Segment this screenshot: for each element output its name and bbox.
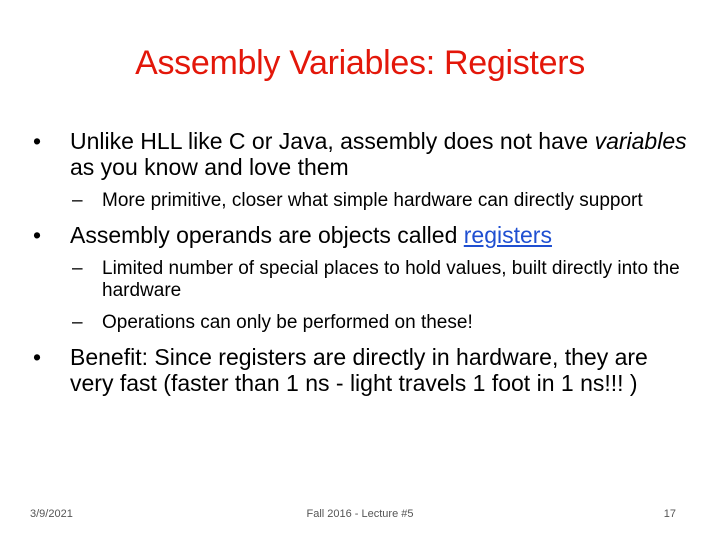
bullet-3 bbox=[30, 344, 690, 396]
bullet-marker: • bbox=[33, 128, 42, 154]
bullet-2-sub-1 bbox=[30, 258, 690, 302]
registers-link[interactable]: registers bbox=[463, 222, 552, 248]
footer-date: 3/9/2021 bbox=[30, 508, 73, 520]
bullet-1-text-b: as you know and love them bbox=[70, 154, 349, 180]
bullet-2-text: Assembly operands are objects called bbox=[70, 222, 464, 248]
bullet-1-italic: variables bbox=[594, 128, 687, 154]
bullet-3-text: Benefit: Since registers are directly in hardware, they are very fast (faster than 1 ns - light travels 1 foot in 1 ns!!! ) bbox=[70, 344, 648, 396]
slide-content bbox=[30, 128, 690, 406]
dash-marker: – bbox=[72, 258, 83, 279]
bullet-marker: • bbox=[33, 222, 42, 248]
bullet-1 bbox=[30, 128, 690, 180]
bullet-2 bbox=[30, 222, 690, 248]
bullet-1-sub-1-text: More primitive, closer what simple hardware can directly support bbox=[102, 190, 643, 211]
bullet-1-sub-1 bbox=[30, 190, 690, 212]
dash-marker: – bbox=[72, 190, 83, 211]
page-number: 17 bbox=[663, 508, 676, 520]
dash-marker: – bbox=[72, 312, 83, 333]
bullet-2-sub-2 bbox=[30, 312, 690, 334]
slide-title: Assembly Variables: Registers bbox=[135, 44, 585, 82]
bullet-1-text-a: Unlike HLL like C or Java, assembly does not have bbox=[70, 128, 595, 154]
footer-center: Fall 2016 - Lecture #5 bbox=[306, 508, 414, 520]
bullet-2-sub-1-text: Limited number of special places to hold values, built directly into the hardware bbox=[102, 258, 680, 301]
bullet-2-sub-2-text: Operations can only be performed on these! bbox=[102, 312, 473, 333]
bullet-marker: • bbox=[33, 344, 42, 370]
